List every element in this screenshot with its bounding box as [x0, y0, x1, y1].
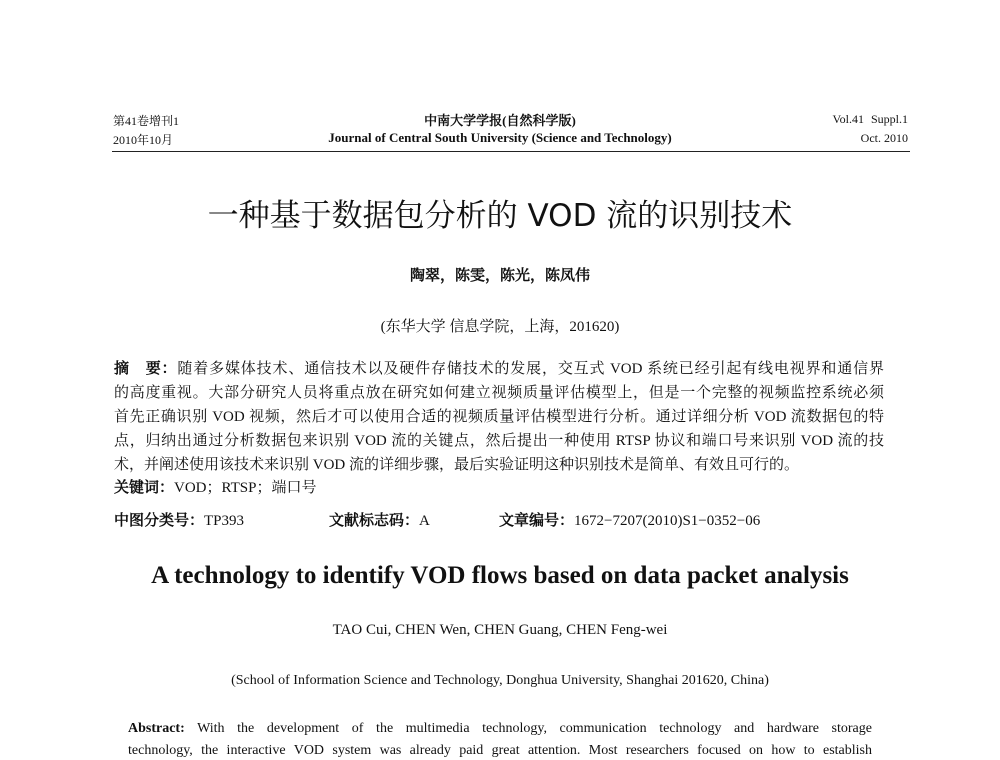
authors-cn: 陶翠，陈雯，陈光，陈凤伟: [409, 268, 590, 284]
abstract-cn-line: [114, 359, 884, 379]
authors-en: TAO Cui, CHEN Wen, CHEN Guang, CHEN Feng-wei: [332, 622, 668, 638]
title-cn: 一种基于数据包分析的 VOD 流的识别技术: [207, 198, 793, 234]
abstract-text: With the development of the multimedia technology, communication technology and hardware storage: [197, 721, 872, 736]
clc-label: 中图分类号：: [114, 513, 205, 529]
doc-code-value: A: [419, 513, 430, 529]
classification-row: [114, 511, 884, 531]
abstract-label-cn: 摘 要：: [114, 361, 178, 377]
abstract-cn-line: 术，并阐述使用该技术来识别 VOD 流的详细步骤，最后实验证明这种识别技术是简单、有效且可行的。: [114, 457, 800, 473]
journal-name-en: Journal of Central South University (Science and Technology): [328, 130, 672, 145]
clc-value: TP393: [204, 513, 245, 529]
abstract-text: 随着多媒体技术、通信技术以及硬件存储技术的发展，交互式 VOD 系统已经引起有线电视界和通信界: [177, 361, 884, 377]
keywords-label: 关键词：: [114, 480, 175, 496]
doc-code-label: 文献标志码：: [329, 513, 420, 529]
abstract-cn-line: 首先正确识别 VOD 视频，然后才可以使用合适的视频质量评估模型进行分析。通过详细分析 VOD 流数据包的特: [114, 409, 884, 425]
volume-en: Vol.41 Suppl.1: [832, 112, 908, 126]
affiliation-en: (School of Information Science and Technology, Donghua University, Shanghai 201620, China): [231, 673, 769, 688]
header-rule: [112, 151, 910, 152]
abstract-en-line: technology, the interactive VOD system was already paid great attention. Most researchers focused on how to establish: [128, 743, 872, 758]
volume-issue: 第41卷增刊1: [113, 114, 180, 128]
abstract-en-line: [128, 721, 872, 737]
article-no-value: 1672−7207(2010)S1−0352−06: [574, 513, 761, 529]
abstract-label-en: Abstract:: [128, 721, 185, 736]
journal-name-cn: 中南大学学报(自然科学版): [424, 113, 576, 128]
affiliation-cn: (东华大学 信息学院，上海，201620): [380, 319, 620, 335]
title-en: A technology to identify VOD flows based on data packet analysis: [151, 562, 849, 589]
abstract-cn-line: 的高度重视。大部分研究人员将重点放在研究如何建立视频质量评估模型上，但是一个完整的视频监控系统必须: [114, 385, 884, 401]
publication-date-en: Oct. 2010: [860, 131, 908, 145]
publication-date-cn: 2010年10月: [113, 133, 174, 147]
abstract-cn-line: 点，归纳出通过分析数据包来识别 VOD 流的关键点，然后提出一种使用 RTSP 协议和端口号来识别 VOD 流的技: [114, 433, 884, 449]
keywords-value: VOD；RTSP；端口号: [174, 480, 317, 496]
keywords-cn: [114, 478, 884, 498]
article-no-label: 文章编号：: [499, 513, 575, 529]
